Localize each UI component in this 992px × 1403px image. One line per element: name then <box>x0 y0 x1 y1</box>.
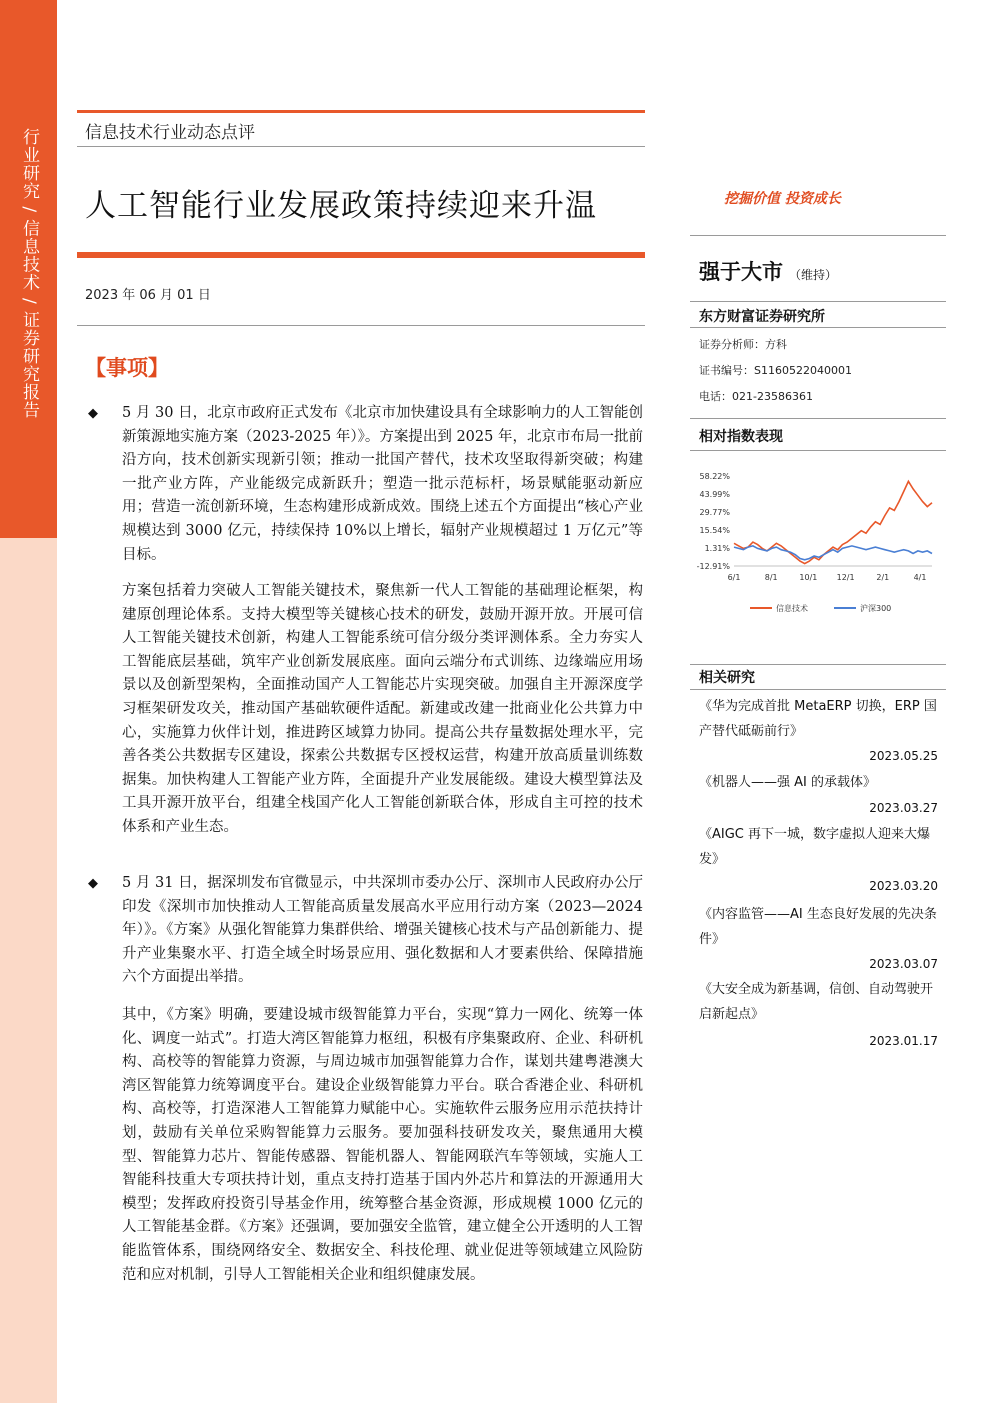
right-rule <box>690 327 946 328</box>
related-item-date: 2023.03.07 <box>869 957 938 971</box>
related-item-date: 2023.03.27 <box>869 801 938 815</box>
bullet-icon: ◆ <box>88 406 98 421</box>
rating-note: （维持） <box>789 268 838 282</box>
related-item-date: 2023.05.25 <box>869 749 938 763</box>
related-item-title[interactable]: 《AIGC 再下一城，数字虚拟人迎来大爆发》 <box>699 827 931 867</box>
slogan: 挖掘价值 投资成长 <box>724 191 841 207</box>
y-tick-label: -12.91% <box>696 562 730 571</box>
y-tick-label: 15.54% <box>699 526 730 535</box>
x-tick-label: 8/1 <box>764 573 778 582</box>
body-paragraph-1: 5 月 30 日，北京市政府正式发布《北京市加快建设具有全球影响力的人工智能创新策源地实施方案（2023-2025 年）》。方案提出到 2025 年，北京市布局一批前沿方向，技术创新实现新引领；推动一批国产替代，技术攻坚取得新突破；构建一批产业方阵，产业能级完成新跃升；塑造一批示范标杆，场景赋能驱动新应用；营造一流创新环境，生态构建形成新成效。围绕上述五个方面提出“核心产业规模达到 3000 亿元，持续保持 10%以上增长，辐射产业规模超过 1 万亿元”等目标。 <box>122 405 643 563</box>
cert-number: 证书编号：S1160522040001 <box>699 364 852 377</box>
body-paragraph-4: 其中，《方案》明确，要建设城市级智能算力平台，实现“算力一网化、统筹一体化、调度一站式”。打造大湾区智能算力枢纽，积极有序集聚政府、企业、科研机构、高校等的智能算力资源，与周边城市加强智能算力合作，谋划共建粤港澳大湾区智能算力统筹调度平台。建设企业级智能算力平台。联合香港企业、科研机构、高校等，打造深港人工智能算力赋能中心。实施软件云服务应用示范扶持计划，鼓励有关单位采购智能算力云服务。要加强科技研发攻关，聚焦通用大模型、智能算力芯片、智能传感器、智能机器人、智能网联汽车等领域，实施人工智能科技重大专项扶持计划，重点支持打造基于国内外芯片和算法的开源通用大模型；发挥政府投资引导基金作用，统筹整合基金资源，形成规模 1000 亿元的人工智能基金群。《方案》还强调，要加强安全监管，建立健全公开透明的人工智能监管体系，围绕网络安全、数据安全、科技伦理、就业促进等领域建立风险防范和应对机制，引导人工智能相关企业和组织健康发展。 <box>122 1007 643 1283</box>
right-rule <box>690 664 946 665</box>
date-rule <box>77 325 645 326</box>
series-line-1 <box>734 481 932 563</box>
body-paragraph-2: 方案包括着力突破人工智能关键技术，聚焦新一代人工智能的基础理论框架，构建原创理论体系。支持大模型等关键核心技术的研发，鼓励开源开放。开展可信人工智能关键技术创新，构建人工智能系统可信分级分类评测体系。全力夯实人工智能底层基础，筑牢产业创新发展底座。面向云端分布式训练、边缘端应用场景以及创新型架构，全面推动国产人工智能芯片实现突破。加强自主开源深度学习框架研发攻关，推动国产基础软硬件适配。新建或改建一批商业化公共算力中心，实施算力伙伴计划，推进跨区域算力协同。提高公共存量数据处理水平，完善各类公共数据专区建设，探索公共数据专区授权运营，构建开放高质量训练数据集。加快构建人工智能产业方阵，全面提升产业发展能级。建设大模型算法及工具开源开放平台，组建全栈国产化人工智能创新联合体，形成自主可控的技术体系和产业生态。 <box>122 583 643 835</box>
page-title: 人工智能行业发展政策持续迎来升温 <box>85 188 597 224</box>
y-tick-label: 43.99% <box>699 490 730 499</box>
report-type: 信息技术行业动态点评 <box>85 123 255 143</box>
related-item-title[interactable]: 《大安全成为新基调，信创、自动驾驶开启新起点》 <box>699 982 934 1022</box>
related-item-title[interactable]: 《机器人——强 AI 的承载体》 <box>699 775 876 790</box>
x-tick-label: 2/1 <box>876 573 890 582</box>
legend-label: 信息技术 <box>776 604 808 613</box>
sidebar-label: 行业研究 / 信息技术 / 证券研究报告 <box>19 128 39 420</box>
related-item-date: 2023.03.20 <box>869 879 938 893</box>
body-paragraph-3: 5 月 31 日，据深圳发布官微显示，中共深圳市委办公厅、深圳市人民政府办公厅印发《深圳市加快推动人工智能高质量发展高水平应用行动方案（2023—2024 年）》。《方案》从强化智能算力集群供给、增强关键核心技术与产品创新能力、提升产业集聚水平、打造全域全时场景应用、强化数据和人才要素供给、保障措施六个方面提出举措。 <box>122 875 643 986</box>
phone: 电话：021-23586361 <box>699 390 813 403</box>
bullet-icon: ◆ <box>88 876 98 891</box>
x-tick-label: 12/1 <box>836 573 855 582</box>
rating-value: 强于大市 <box>699 260 783 284</box>
x-tick-label: 4/1 <box>913 573 927 582</box>
related-title: 相关研究 <box>699 670 755 686</box>
title-bottom-rule <box>77 252 645 258</box>
related-item-date: 2023.01.17 <box>869 1034 938 1048</box>
header-top-rule <box>77 110 645 113</box>
right-rule <box>690 450 946 451</box>
chart-title: 相对指数表现 <box>699 429 783 445</box>
related-item-title[interactable]: 《华为完成首批 MetaERP 切换，ERP 国产替代砥砺前行》 <box>699 699 937 739</box>
relative-index-chart <box>690 462 946 622</box>
y-tick-label: 29.77% <box>699 508 730 517</box>
sidebar-bottom-block <box>0 538 57 1403</box>
right-rule <box>690 235 946 236</box>
analyst: 证券分析师：方科 <box>699 338 787 351</box>
y-tick-label: 58.22% <box>699 472 730 481</box>
section-heading: 【事项】 <box>85 356 169 380</box>
y-tick-label: 1.31% <box>704 544 730 553</box>
header-sub-rule <box>77 146 645 147</box>
rating <box>699 256 837 286</box>
right-rule <box>690 301 946 302</box>
sidebar <box>0 0 57 1403</box>
x-tick-label: 6/1 <box>727 573 741 582</box>
org-name: 东方财富证券研究所 <box>699 309 825 325</box>
right-rule <box>690 418 946 419</box>
related-item-title[interactable]: 《内容监管——AI 生态良好发展的先决条件》 <box>699 907 937 947</box>
legend-label: 沪深300 <box>860 604 892 613</box>
x-tick-label: 10/1 <box>799 573 818 582</box>
report-date: 2023 年 06 月 01 日 <box>85 288 211 303</box>
right-rule <box>690 689 946 690</box>
